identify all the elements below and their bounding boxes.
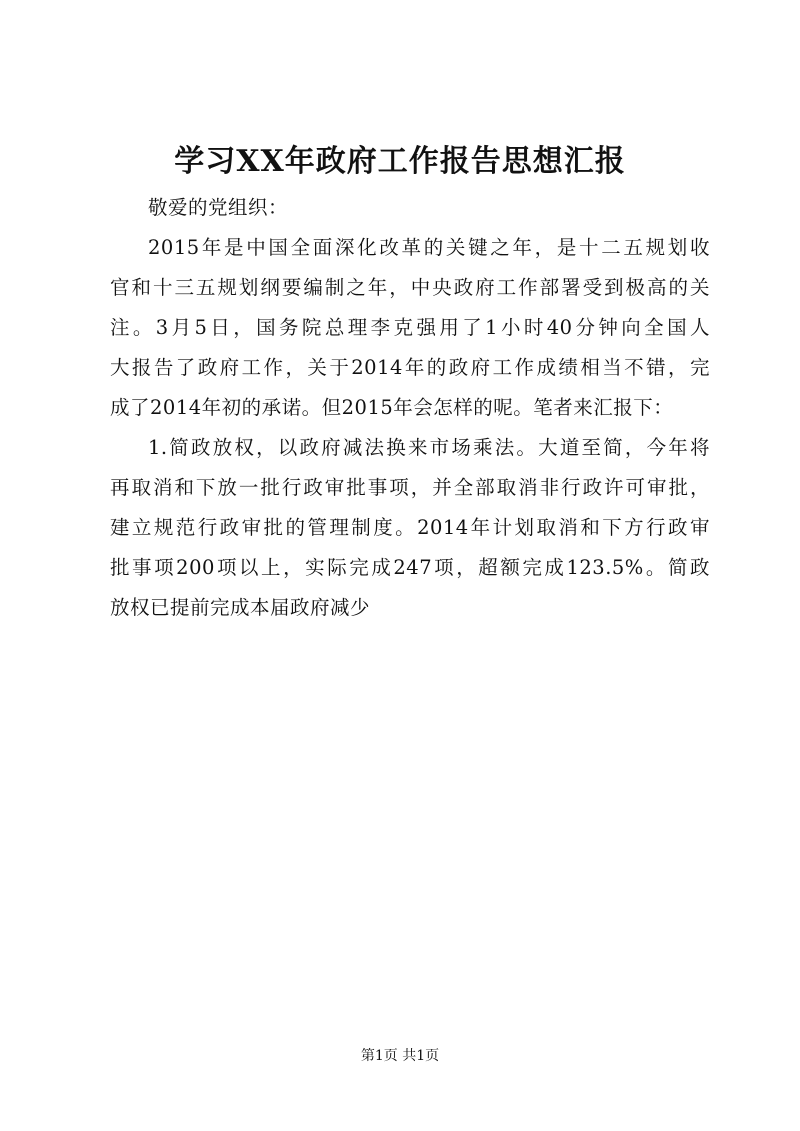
paragraph-1-line: 大报告了政府工作，关于2014年的政府工作成绩相当不错，完 [110,356,710,379]
paragraph-1-line: 2015年是中国全面深化改革的关键之年，是十二五规划收 [148,236,710,259]
paragraph-1-line: 注。3月5日，国务院总理李克强用了1小时40分钟向全国人 [110,316,710,339]
document-title: 学习XX年政府工作报告思想汇报 [174,144,626,179]
document-body [110,188,710,628]
paragraph-2-line: 放权已提前完成本届政府减少 [110,596,371,619]
paragraph-2-line: 1.简政放权，以政府减法换来市场乘法。大道至简，今年将 [148,436,710,459]
paragraph-2-line: 建立规范行政审批的管理制度。2014年计划取消和下方行政审 [110,516,710,539]
paragraph-2-line: 批事项200项以上，实际完成247项，超额完成123.5%。简政 [110,556,710,579]
page-footer: 第1页 共1页 [360,1048,440,1064]
salutation: 敬爱的党组织： [148,196,289,219]
paragraph-1-line: 成了2014年初的承诺。但2015年会怎样的呢。笔者来汇报下： [110,396,674,419]
paragraph-1-line: 官和十三五规划纲要编制之年，中央政府工作部署受到极高的关 [110,276,710,299]
paragraph-2-line: 再取消和下放一批行政审批事项，并全部取消非行政许可审批， [110,476,710,499]
